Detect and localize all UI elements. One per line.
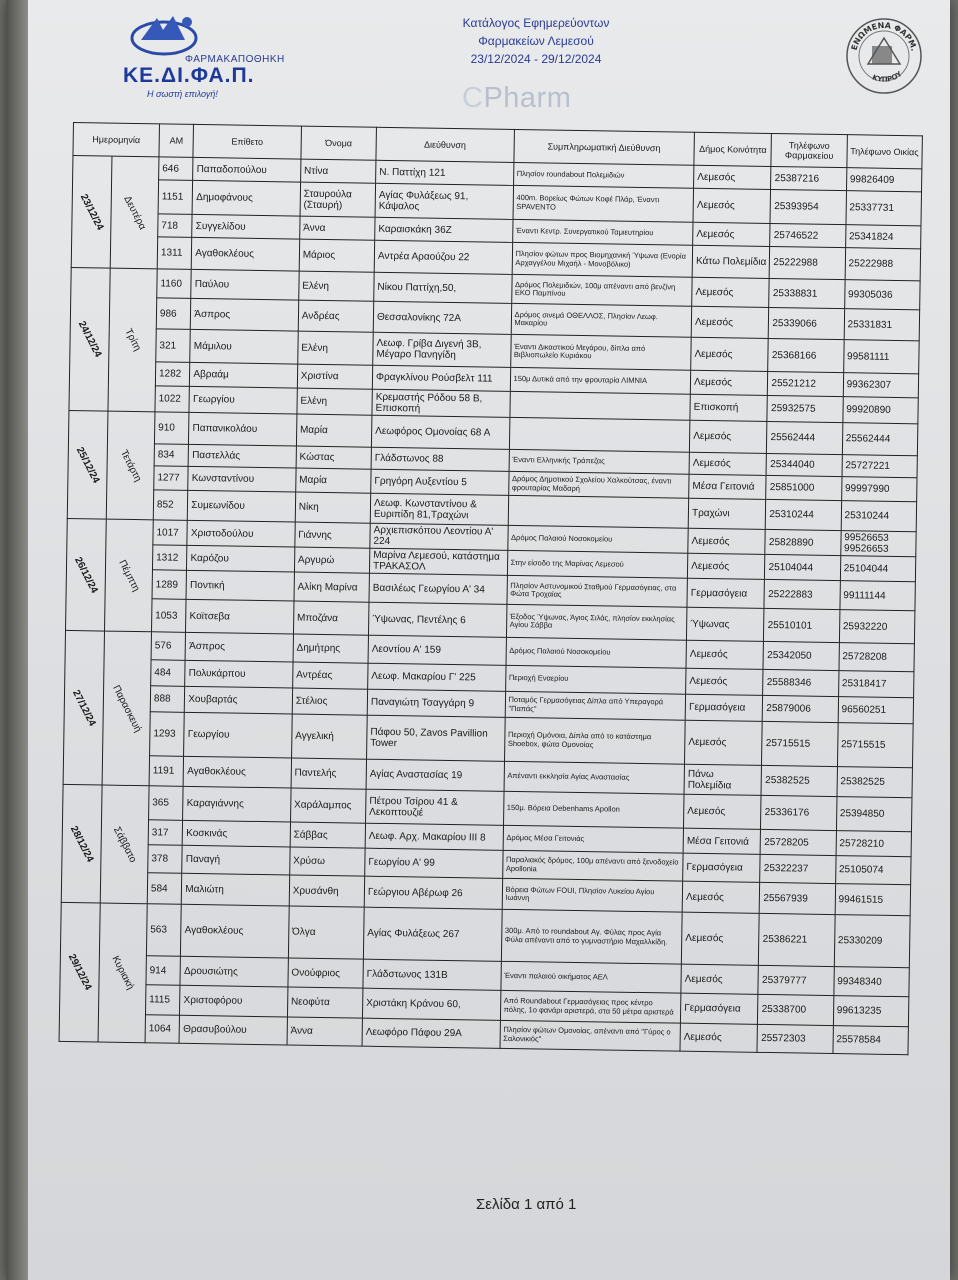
extra-address-cell: Δρόμος Μέσα Γειτονιάς xyxy=(503,825,684,853)
date-cell xyxy=(67,410,107,519)
municipality-cell: Λεμεσός xyxy=(688,553,766,579)
date-value: 27/12/24 xyxy=(69,687,98,728)
address-cell: Αρχιεπισκόπου Λεοντίου Α' 224 xyxy=(370,523,508,550)
municipality-cell: Γερμασόγεια xyxy=(685,694,763,721)
address-cell: Κρεμαστής Ρόδου 58 Β, Επισκοπή xyxy=(372,389,510,417)
extra-address-cell: Έναντι παλαιού οικήματος ΑΕΛ xyxy=(500,961,681,993)
name-cell: Ονούφριος xyxy=(288,958,364,988)
phone-home-cell: 25728210 xyxy=(836,831,912,857)
col-extra-address: Συμπληρωματική Διεύθυνση xyxy=(513,129,694,165)
weekday-value: Σάββατο xyxy=(110,824,139,865)
phone-home-cell: 99305036 xyxy=(844,280,920,310)
extra-address-cell: Έναντι Δικαστικού Μεγάρου, δίπλα από Βιβλιοπωλείο Κυριάκου xyxy=(510,334,691,370)
extra-address-cell: Δρόμος Παλαιού Νοσοκομείου xyxy=(507,525,688,553)
am-cell: 1289 xyxy=(152,570,187,600)
phone-home-cell: 99348340 xyxy=(834,967,910,997)
address-cell: Νίκου Παττίχη,50, xyxy=(374,272,512,303)
municipality-cell: Μέσα Γειτονιά xyxy=(683,828,761,854)
phone-pharmacy-cell: 25336176 xyxy=(761,795,837,830)
name-cell: Σταυρούλα (Σταυρή) xyxy=(300,182,376,217)
surname-cell: Πολυκάρπου xyxy=(185,660,293,688)
phone-home-cell: 25337731 xyxy=(846,191,922,226)
surname-cell: Άσπρος xyxy=(185,632,293,662)
municipality-cell: Γερμασόγεια xyxy=(681,993,759,1024)
extra-address-cell: Πλησίον φώτων Ομονοίας, απέναντι από "Γύρος ο Σαλονικιός" xyxy=(500,1020,681,1051)
surname-cell: Γεωργίου xyxy=(184,712,292,758)
phone-pharmacy-cell: 25828890 xyxy=(765,529,841,555)
name-cell: Δημήτρης xyxy=(293,634,369,663)
address-cell: Λεωφόρο Πάφου 29Α xyxy=(362,1018,500,1048)
phone-pharmacy-cell: 25728205 xyxy=(761,829,837,855)
am-cell: 1293 xyxy=(150,712,185,757)
extra-address-cell: 150μ Δυτικά από την φρουταρία ΛΙΜΝΙΑ xyxy=(510,367,691,394)
municipality-cell: Λεμεσός xyxy=(686,640,764,669)
address-cell: Λεωφ. Αρχ. Μακαρίου III 8 xyxy=(365,823,503,850)
name-cell: Άννα xyxy=(287,1017,363,1046)
surname-cell: Παύλου xyxy=(191,269,299,300)
surname-cell: Χουβαρτάς xyxy=(185,686,293,714)
phone-home-cell: 25330209 xyxy=(834,915,910,968)
phone-pharmacy-cell: 25879006 xyxy=(763,695,839,722)
phone-pharmacy-cell: 25510101 xyxy=(764,608,840,642)
seal-text-bottom: ΚΥΠΡΟΥ xyxy=(871,69,904,84)
am-cell: 378 xyxy=(148,845,183,874)
address-cell: Φραγκλίνου Ρούσβελτ 111 xyxy=(372,365,510,391)
name-cell: Ανδρέας xyxy=(298,300,374,332)
extra-address-cell: Έναντι Ελληνικής Τράπεζας xyxy=(509,449,690,474)
phone-pharmacy-cell: 25851000 xyxy=(766,475,842,500)
surname-cell: Κωνσταντίνου xyxy=(188,466,296,492)
am-cell: 1282 xyxy=(155,362,190,387)
date-cell xyxy=(63,630,104,785)
name-cell: Ελένη xyxy=(297,388,373,415)
phone-home-cell: 25104044 xyxy=(840,556,916,582)
title-line1: Κατάλογος Εφημερεύοντων xyxy=(462,16,610,30)
municipality-cell: Λεμεσός xyxy=(694,165,772,189)
extra-address-cell: 150μ. Βόρεια Debenhams Apollon xyxy=(503,791,684,828)
surname-cell: Παπαδοπούλου xyxy=(193,157,301,182)
phone-pharmacy-cell: 25310244 xyxy=(766,499,842,530)
name-cell: Αγγελική xyxy=(291,714,367,759)
address-cell: Λεωφόρος Ομονοίας 68 Α xyxy=(371,415,509,449)
name-cell: Στέλιος xyxy=(292,688,368,715)
municipality-cell: Λεμεσός xyxy=(682,881,760,913)
phone-home-cell: 96560251 xyxy=(838,697,914,724)
am-cell: 365 xyxy=(149,786,184,821)
phone-home-cell: 25318417 xyxy=(838,671,914,698)
address-cell: Αγίας Φυλάξεως 267 xyxy=(363,907,501,961)
phone-home-cell: 99613235 xyxy=(833,996,909,1027)
phone-pharmacy-cell: 25562444 xyxy=(767,421,843,454)
extra-address-cell: Δρόμος Πολεμιδιών, 100μ απέναντι από βενζίνη ΕΚΟ Παμπίνου xyxy=(511,274,692,306)
copharm-watermark xyxy=(462,82,571,115)
surname-cell: Γεωργίου xyxy=(189,386,297,414)
name-cell: Μαρία xyxy=(296,468,372,493)
title-line2: Φαρμακείων Λεμεσού xyxy=(478,34,594,48)
surname-cell: Καρόζου xyxy=(187,545,295,572)
address-cell: Ν. Παττίχη 121 xyxy=(376,160,514,185)
municipality-cell: Λεμεσός xyxy=(680,1023,758,1052)
extra-address-cell: Παραλιακός δρόμος, 100μ απέναντι από ξενοδοχείο Apollonia xyxy=(502,850,683,881)
extra-address-cell xyxy=(509,417,690,452)
date-cell xyxy=(61,784,102,903)
phone-pharmacy-cell: 25338700 xyxy=(758,994,834,1025)
extra-address-cell: Βόρεια Φώτων FOUI, Πλησίον Λυκείου Αγίου Ιωάννη xyxy=(502,878,683,912)
address-cell: Αγίας Φυλάξεως 91, Κάψαλος xyxy=(375,183,513,219)
col-municipality: Δήμος Κοινότητα xyxy=(694,132,772,166)
date-value: 26/12/24 xyxy=(71,554,100,595)
municipality-cell: Λεμεσός xyxy=(692,277,770,307)
phone-home-cell: 25382525 xyxy=(837,767,913,798)
municipality-cell: Λεμεσός xyxy=(681,912,759,965)
pharmacists-union-seal xyxy=(844,16,924,101)
phone-pharmacy-cell: 25222883 xyxy=(764,579,840,609)
extra-address-cell: 300μ. Από το roundabout Αγ. Φύλας προς Αγία Φύλα απέναντι από το γυμναστήριο Μαχαλλκίδη. xyxy=(501,909,682,964)
municipality-cell: Λεμεσός xyxy=(688,528,766,554)
surname-cell: Δημοφάνους xyxy=(192,180,300,216)
municipality-cell: Λεμεσός xyxy=(685,720,763,765)
surname-cell: Παστελλάς xyxy=(188,444,296,468)
col-date: Ημερομηνία xyxy=(73,123,159,157)
municipality-cell: Λεμεσός xyxy=(693,222,771,246)
surname-cell: Καραγιάννης xyxy=(183,786,291,822)
col-phone-home: Τηλέφωνο Οικίας xyxy=(847,135,923,169)
phone-home-cell: 99461515 xyxy=(835,884,911,916)
weekday-value: Παρασκευή xyxy=(110,683,144,734)
address-cell: Γλάδστωνος 131Β xyxy=(363,959,501,990)
am-cell: 910 xyxy=(154,412,189,445)
name-cell: Ντίνα xyxy=(300,159,376,183)
extra-address-cell: Στην είσοδο της Μαρίνας Λεμεσού xyxy=(507,550,688,578)
am-cell: 484 xyxy=(151,660,186,687)
municipality-cell: Λεμεσός xyxy=(691,306,769,338)
municipality-cell: Λεμεσός xyxy=(689,420,767,453)
name-cell: Μαρία xyxy=(296,414,372,447)
surname-cell: Συμεωνίδου xyxy=(188,490,296,522)
address-cell: Χριστάκη Κράνου 60, xyxy=(362,988,500,1020)
date-value: 23/12/24 xyxy=(77,191,106,232)
extra-address-cell: Περιοχή Εναερίου xyxy=(505,665,686,694)
date-cell xyxy=(66,518,106,631)
am-cell: 718 xyxy=(158,214,193,238)
extra-address-cell: 400m. Βορείως Φώτων Κοφέ Πλάρ, Έναντι SPAVENTO xyxy=(513,185,694,222)
name-cell: Χαράλαμπος xyxy=(290,788,366,823)
municipality-cell: Λεμεσός xyxy=(690,370,768,395)
municipality-cell: Τραχώνι xyxy=(688,498,766,529)
am-cell: 914 xyxy=(146,956,181,986)
municipality-cell: Λεμεσός xyxy=(686,668,764,695)
address-cell: Αγίας Αναστασίας 19 xyxy=(366,759,504,791)
phone-home-cell: 99111144 xyxy=(840,581,916,611)
watermark-co: C xyxy=(462,82,484,114)
watermark-pharm: Pharm xyxy=(483,82,572,114)
logo-subtitle: ΦΑΡΜΑΚΑΠΟΘΗΚΗ xyxy=(185,54,285,65)
am-cell: 1277 xyxy=(154,466,189,491)
extra-address-cell: Ποταμός Γερμασόγειας Δίπλα από Υπεραγορά "Παπάς" xyxy=(505,691,686,720)
phone-pharmacy-cell: 25222988 xyxy=(770,246,846,279)
phone-pharmacy-cell: 25368166 xyxy=(768,338,844,372)
weekday-cell xyxy=(108,268,158,412)
weekday-cell xyxy=(104,519,153,632)
seal-text-top: ΕΝΩΜΕΝΑ ΦΑΡΜ. xyxy=(849,20,919,52)
date-value: 25/12/24 xyxy=(73,444,102,485)
address-cell: Λεωφ. Μακαρίου Γ' 225 xyxy=(368,663,506,691)
phone-pharmacy-cell: 25386221 xyxy=(759,913,835,966)
extra-address-cell: Πλησίον Αστυνομικού Σταθμού Γερμασόγειας, στα Φώτα Τροχαίας xyxy=(507,575,688,607)
am-cell: 1064 xyxy=(145,1015,180,1044)
phone-home-cell: 25105074 xyxy=(835,856,911,885)
surname-cell: Θρασυβούλου xyxy=(179,1015,287,1045)
phone-home-cell: 99526653 99526653 xyxy=(840,531,916,557)
extra-address-cell: Δρόμος σινεμά ΟΘΕΛΛΟΣ, Πλησίον Λεωφ. Μακαρίου xyxy=(511,303,692,337)
surname-cell: Παναγή xyxy=(182,845,290,875)
extra-address-cell: Πλησίον roundabout Πολεμιδιών xyxy=(513,162,694,188)
phone-pharmacy-cell: 25104044 xyxy=(765,554,841,580)
am-cell: 576 xyxy=(151,632,186,661)
page-number: Σελίδα 1 από 1 xyxy=(476,1196,577,1213)
am-cell: 1311 xyxy=(157,237,192,270)
extra-address-cell: Περιοχή Ομόνοια, Δίπλα από το κατάστημα Shoebox, φώτα Ομονοίας xyxy=(504,717,685,764)
am-cell: 852 xyxy=(153,490,188,521)
union-seal-icon xyxy=(844,16,924,96)
weekday-value: Τρίτη xyxy=(122,326,143,353)
am-cell: 888 xyxy=(150,686,185,713)
address-cell: Ύψωνας, Πεντέλης 6 xyxy=(368,602,506,637)
phone-home-cell: 25578584 xyxy=(833,1026,909,1055)
extra-address-cell xyxy=(508,495,689,528)
col-address: Διεύθυνση xyxy=(376,127,514,162)
surname-cell: Αβραάμ xyxy=(190,362,298,388)
surname-cell: Κοσκινάς xyxy=(182,820,290,847)
municipality-cell: Μέσα Γειτονιά xyxy=(689,474,767,499)
name-cell: Αντρέας xyxy=(292,662,368,689)
address-cell: Πάφου 50, Zavos Pavillion Tower xyxy=(367,715,505,761)
am-cell: 1115 xyxy=(145,985,180,1016)
phone-home-cell: 25331831 xyxy=(844,309,920,341)
am-cell: 563 xyxy=(146,904,181,957)
weekday-value: Δευτέρα xyxy=(121,193,148,232)
name-cell: Όλγα xyxy=(288,906,364,959)
am-cell: 321 xyxy=(156,329,191,363)
address-cell: Λεωφ. Γρίβα Διγενή 3Β, Μέγαρο Πανηγίδη xyxy=(373,332,511,367)
name-cell: Μάριος xyxy=(299,239,375,272)
name-cell: Χρύσω xyxy=(289,847,365,876)
am-cell: 834 xyxy=(154,444,189,467)
am-cell: 1151 xyxy=(158,180,193,215)
phone-pharmacy-cell: 25342050 xyxy=(763,641,839,670)
document-page xyxy=(6,0,950,1280)
am-cell: 1160 xyxy=(157,269,192,299)
phone-pharmacy-cell: 25322237 xyxy=(760,854,836,883)
weekday-cell xyxy=(110,156,159,269)
phone-pharmacy-cell: 25393954 xyxy=(770,189,846,224)
table-body xyxy=(59,156,922,1055)
extra-address-cell: Έναντι Κεντρ. Συνεργατικού Ταμιευτηρίου xyxy=(512,219,693,245)
extra-address-cell: Απέναντι εκκλησία Αγίας Αναστασίας xyxy=(504,761,685,794)
weekday-value: Κυριακή xyxy=(109,954,136,992)
phone-home-cell: 25341824 xyxy=(845,225,921,249)
phone-home-cell: 99997990 xyxy=(841,477,917,502)
name-cell: Νίκη xyxy=(295,492,371,523)
extra-address-cell xyxy=(509,391,690,420)
logo-slogan: Η σωστή επιλογή! xyxy=(147,89,218,99)
phone-pharmacy-cell: 25932575 xyxy=(767,395,843,422)
name-cell: Μποζάνα xyxy=(293,601,369,635)
date-cell xyxy=(59,902,100,1042)
date-value: 29/12/24 xyxy=(65,952,94,993)
on-duty-pharmacies-table xyxy=(59,122,923,1055)
phone-home-cell: 25562444 xyxy=(842,423,918,456)
date-cell xyxy=(71,156,111,269)
municipality-cell: Λεμεσός xyxy=(689,452,767,475)
municipality-cell: Κάτω Πολεμίδια xyxy=(692,245,770,278)
surname-cell: Αγαθοκλέους xyxy=(181,904,289,958)
name-cell: Κώστας xyxy=(296,446,372,469)
address-cell: Πέτρου Τσίρου 41 & Λεκοπτουζιέ xyxy=(366,789,504,825)
paper-shadow-edge xyxy=(6,0,28,1280)
municipality-cell: Πάνω Πολεμίδια xyxy=(684,764,762,795)
weekday-value: Πέμπτη xyxy=(116,557,142,594)
name-cell: Χρυσάνθη xyxy=(289,875,365,907)
surname-cell: Ποντική xyxy=(186,570,294,601)
name-cell: Παντελής xyxy=(291,758,367,789)
surname-cell: Άσπρος xyxy=(191,298,299,331)
phone-home-cell: 25394850 xyxy=(836,797,912,832)
municipality-cell: Γερμασόγεια xyxy=(683,853,761,882)
phone-home-cell: 99362307 xyxy=(843,373,919,398)
name-cell: Αργυρώ xyxy=(294,547,370,573)
am-cell: 1017 xyxy=(153,520,188,546)
phone-home-cell: 25222988 xyxy=(845,248,921,281)
am-cell: 1022 xyxy=(155,386,190,413)
address-cell: Θεσσαλονίκης 72Α xyxy=(373,301,511,334)
phone-pharmacy-cell: 25387216 xyxy=(771,166,847,190)
address-cell: Γλάδστωνος 88 xyxy=(371,447,509,471)
phone-home-cell: 99920890 xyxy=(843,397,919,424)
phone-pharmacy-cell: 25567939 xyxy=(760,882,836,914)
extra-address-cell: Από Roundabout Γερμασόγειας προς κέντρο πόλης, 1ο φανάρι αριστερά, στα 50 μέτρα αριστερά xyxy=(500,990,681,1023)
surname-cell: Παπανικολάου xyxy=(189,412,297,446)
phone-pharmacy-cell: 25521212 xyxy=(768,371,844,396)
name-cell: Άννα xyxy=(299,216,375,240)
name-cell: Γιάννης xyxy=(295,522,371,548)
date-value: 28/12/24 xyxy=(67,823,96,864)
svg-text:ΚΥΠΡΟΥ xyxy=(871,69,904,84)
phone-pharmacy-cell: 25339066 xyxy=(769,307,845,339)
address-cell: Γεωργίου Α' 99 xyxy=(365,848,503,878)
logo-name: ΚΕ.ΔΙ.ΦΑ.Π. xyxy=(123,64,255,87)
surname-cell: Αγαθοκλέους xyxy=(192,237,300,271)
phone-pharmacy-cell: 25715515 xyxy=(762,721,838,766)
phone-pharmacy-cell: 25588346 xyxy=(763,669,839,696)
date-value: 24/12/24 xyxy=(75,319,104,360)
am-cell: 584 xyxy=(147,873,182,905)
surname-cell: Αγαθοκλέους xyxy=(183,756,291,788)
surname-cell: Χριστοδούλου xyxy=(187,520,295,547)
date-cell xyxy=(69,267,110,411)
address-cell: Βασιλέως Γεωργίου Α' 34 xyxy=(369,573,507,604)
phone-pharmacy-cell: 25379777 xyxy=(758,965,834,995)
col-phone-pharmacy: Τηλέφωνο Φαρμακείου xyxy=(771,133,847,167)
municipality-cell: Λεμεσός xyxy=(693,188,771,223)
name-cell: Ελένη xyxy=(298,331,374,365)
address-cell: Καραισκάκη 36Ζ xyxy=(375,217,513,242)
name-cell: Σάββας xyxy=(290,822,366,848)
kedifap-emblem-icon xyxy=(129,10,199,58)
weekday-cell xyxy=(106,411,155,520)
name-cell: Χριστίνα xyxy=(297,364,373,389)
phone-pharmacy-cell: 25338831 xyxy=(769,278,845,308)
am-cell: 1312 xyxy=(152,545,187,571)
am-cell: 986 xyxy=(156,298,191,330)
name-cell: Αλίκη Μαρίνα xyxy=(294,572,370,602)
col-surname: Επίθετο xyxy=(193,124,301,159)
name-cell: Ελένη xyxy=(299,271,375,301)
municipality-cell: Λεμεσός xyxy=(691,337,769,371)
municipality-cell: Επισκοπή xyxy=(690,394,768,421)
address-cell: Παναγιώτη Τσαγγάρη 9 xyxy=(367,689,505,717)
am-cell: 1053 xyxy=(151,599,186,633)
extra-address-cell: Δρόμος Δημοτικού Σχολείου Χαλκούτσας, έναντι φρουταρίας Μαδαρή xyxy=(508,471,689,498)
am-cell: 646 xyxy=(159,157,194,181)
col-am: AM xyxy=(159,124,194,158)
surname-cell: Συγγελίδου xyxy=(192,214,300,239)
address-cell: Γεώργιου Αβέρωφ 26 xyxy=(364,876,502,909)
surname-cell: Μάμιλου xyxy=(190,329,298,364)
phone-home-cell: 25715515 xyxy=(837,723,913,768)
phone-home-cell: 25932220 xyxy=(839,610,915,644)
extra-address-cell: Δρόμος Παλαιού Νοσοκομείου xyxy=(506,637,687,668)
phone-home-cell: 25310244 xyxy=(841,501,917,532)
phone-pharmacy-cell: 25746522 xyxy=(770,223,846,247)
surname-cell: Κοϊτσεβα xyxy=(186,599,294,634)
surname-cell: Μαλιώτη xyxy=(182,873,290,906)
phone-home-cell: 25728208 xyxy=(839,643,915,672)
am-cell: 1191 xyxy=(149,756,184,787)
document-header xyxy=(406,14,666,68)
address-cell: Μαρίνα Λεμεσού, κατάστημα ΤΡΑΚΑΣΟΛ xyxy=(369,548,507,575)
phone-pharmacy-cell: 25344040 xyxy=(767,453,843,476)
municipality-cell: Λεμεσός xyxy=(684,794,762,829)
municipality-cell: Γερμασόγεια xyxy=(687,578,765,608)
weekday-cell xyxy=(98,903,147,1043)
am-cell: 317 xyxy=(148,820,183,846)
phone-pharmacy-cell: 25382525 xyxy=(761,765,837,796)
weekday-cell xyxy=(100,785,149,904)
address-cell: Λεοντίου Α' 159 xyxy=(368,635,506,665)
phone-pharmacy-cell: 25572303 xyxy=(757,1024,833,1053)
phone-home-cell: 99826409 xyxy=(846,168,922,192)
phone-home-cell: 99581111 xyxy=(843,340,919,374)
weekday-cell xyxy=(102,631,152,786)
address-cell: Λεωφ. Κωνσταντίνου & Ευριπίδη 81,Τραχώνι xyxy=(370,493,508,525)
address-cell: Γρηγόρη Αυξεντίου 5 xyxy=(371,469,509,495)
phone-home-cell: 25727221 xyxy=(842,455,918,478)
weekday-value: Τετάρτη xyxy=(117,447,144,484)
extra-address-cell: Πλησίον φώτων προς Βιομηχανική Ύψωνα (Ενορία Αρχαγγέλου Μιχαήλ - Μονοβόλικο) xyxy=(512,242,693,277)
date-range: 23/12/2024 - 29/12/2024 xyxy=(470,52,602,66)
name-cell: Νεοφύτα xyxy=(287,987,363,1018)
surname-cell: Χριστοφόρου xyxy=(180,985,288,1017)
kedifap-logo xyxy=(111,10,291,99)
municipality-cell: Λεμεσός xyxy=(681,964,759,994)
address-cell: Αντρέα Αραούζου 22 xyxy=(374,240,512,274)
municipality-cell: Ύψωνας xyxy=(687,607,765,641)
extra-address-cell: Έξοδος Ύψωνας, Άγιος Σιλάς, πλησίον εκκλησίας Αγίου Σάββα xyxy=(506,604,687,640)
col-name: Όνομα xyxy=(301,126,377,160)
surname-cell: Δρουσιώτης xyxy=(180,956,288,987)
